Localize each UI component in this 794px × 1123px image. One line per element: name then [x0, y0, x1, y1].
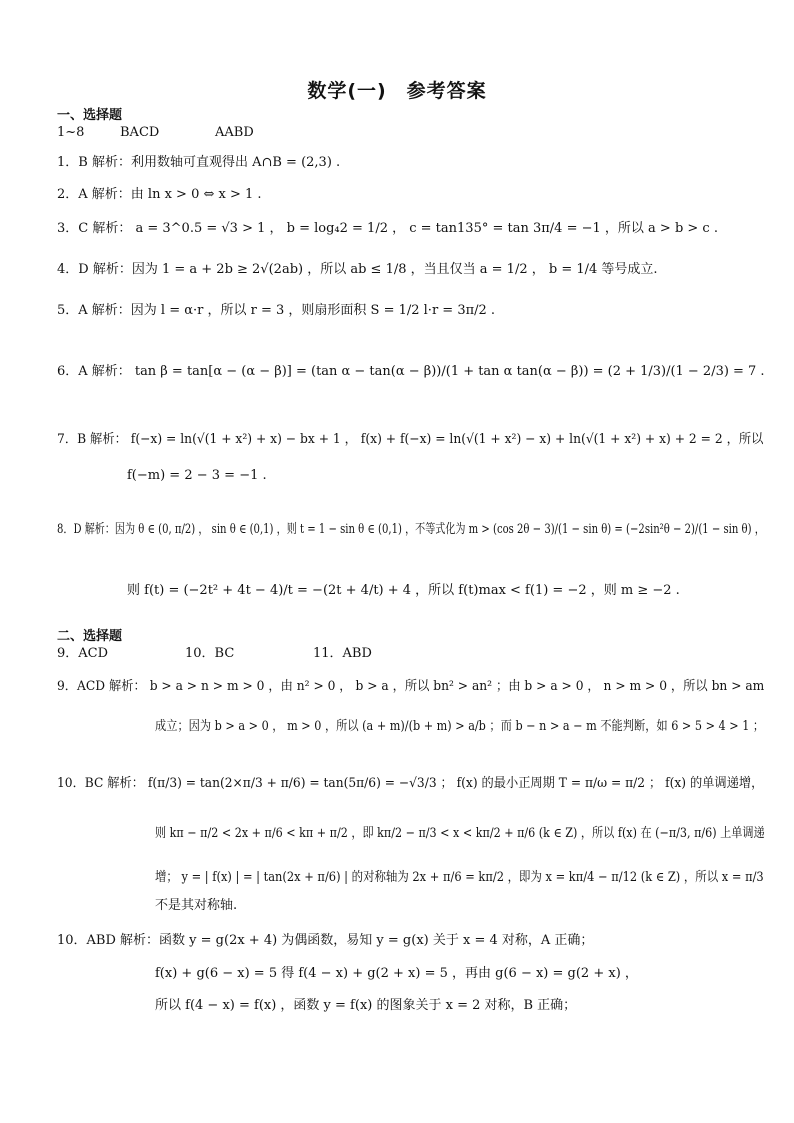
solution-q11-line3: 所以 f(4 − x) = f(x) ，函数 y = f(x) 的图象关于 x = 2 对称，B 正确； — [155, 998, 577, 1013]
solution-q10-line2: 则 kπ − π/2 < 2x + π/6 < kπ + π/2 ，即 kπ/2 − π/3 < x < kπ/2 + π/6 (k ∈ Z) ，所以 f(x) 在 (−π/3, π/6) 上单调递 — [155, 826, 765, 841]
solution-q11-line1: 10．ABD 解析：函数 y = g(2x + 4) 为偶函数，易知 y = g(x) 关于 x = 4 对称，A 正确； — [57, 933, 594, 948]
solution-q9-line2: 成立；因为 b > a > 0 ， m > 0 ，所以 (a + m)/(b + m) > a/b ；而 b − n > a − m 不能判断，如 6 > 5 > 4 > 1 ； — [155, 719, 765, 734]
solution-q10-line4: 不是其对称轴. — [155, 898, 238, 913]
solution-q11-line2: f(x) + g(6 − x) = 5 得 f(4 − x) + g(2 + x) = 5 ，再由 g(6 − x) = g(2 + x) ， — [155, 966, 638, 981]
answer-summary-1-8 — [57, 125, 254, 141]
solution-q8-line2: 则 f(t) = (−2t² + 4t − 4)/t = −(2t + 4/t) + 4 ，所以 f(t)max < f(1) = −2 ，则 m ≥ −2 . — [127, 583, 680, 598]
solution-q10-line1: 10．BC 解析： f(π/3) = tan(2×π/3 + π/6) = tan(5π/6) = −√3/3 ； f(x) 的最小正周期 T = π/ω = π/2 ； f(x) 的单调递增， — [57, 776, 764, 791]
page-title: 数学(一) 参考答案 — [307, 80, 487, 102]
answers-5-8: AABD — [215, 125, 254, 140]
answers-1-4: BACD — [120, 125, 160, 140]
section-heading-multi-choice: 二、选择题 — [57, 629, 123, 644]
answer-summary-9-11 — [57, 646, 372, 662]
answer-range: 1~8 — [57, 125, 85, 140]
solution-q8-line1: 8．D 解析：因为 θ ∈ (0, π/2) ， sin θ ∈ (0,1) ，则 t = 1 − sin θ ∈ (0,1) ，不等式化为 m > (cos 2θ − 3)/(1 − sin θ) = (−2sin²θ − 2)/(1 − sin θ) ， — [57, 522, 765, 537]
solution-q3: 3．C 解析： a = 3^0.5 = √3 > 1 ， b = log₄2 = 1/2 ， c = tan135° = tan 3π/4 = −1 ，所以 a > b > c . — [57, 221, 718, 236]
solution-q2: 2．A 解析：由 ln x > 0 ⇔ x > 1 . — [57, 187, 262, 202]
solution-q7-line2: f(−m) = 2 − 3 = −1 . — [127, 468, 267, 483]
solution-q10-line3: 增； y = | f(x) | = | tan(2x + π/6) | 的对称轴为 2x + π/6 = kπ/2 ，即为 x = kπ/4 − π/12 (k ∈ Z) ，所以 x = π/3 — [155, 870, 764, 885]
solution-q9-line1: 9．ACD 解析： b > a > n > m > 0 ，由 n² > 0 ， b > a ，所以 bn² > an² ；由 b > a > 0 ， n > m > 0 ，所以 bn > am — [57, 679, 765, 694]
solution-q4: 4．D 解析：因为 1 = a + 2b ≥ 2√(2ab) ，所以 ab ≤ 1/8 ，当且仅当 a = 1/2 ， b = 1/4 等号成立. — [57, 262, 658, 277]
section-heading-choice: 一、选择题 — [57, 108, 123, 123]
solution-q7-line1: 7．B 解析： f(−x) = ln(√(1 + x²) + x) − bx + 1 ， f(x) + f(−x) = ln(√(1 + x²) − x) + ln(√(1 + x²) + x) + 2 = 2 ，所以 — [57, 432, 764, 447]
answer-q10: 10．BC — [185, 646, 235, 661]
solution-q5: 5．A 解析：因为 l = α·r ，所以 r = 3 ，则扇形面积 S = 1/2 l·r = 3π/2 . — [57, 303, 496, 318]
answer-q9: 9．ACD — [57, 646, 109, 661]
solution-q1: 1．B 解析：利用数轴可直观得出 A∩B = (2,3) . — [57, 155, 341, 170]
solution-q6: 6．A 解析： tan β = tan[α − (α − β)] = (tan α − tan(α − β))/(1 + tan α tan(α − β)) = (2 + 1/3)/(1 − 2/3) = 7 . — [57, 364, 765, 379]
answer-q11: 11．ABD — [313, 646, 372, 661]
